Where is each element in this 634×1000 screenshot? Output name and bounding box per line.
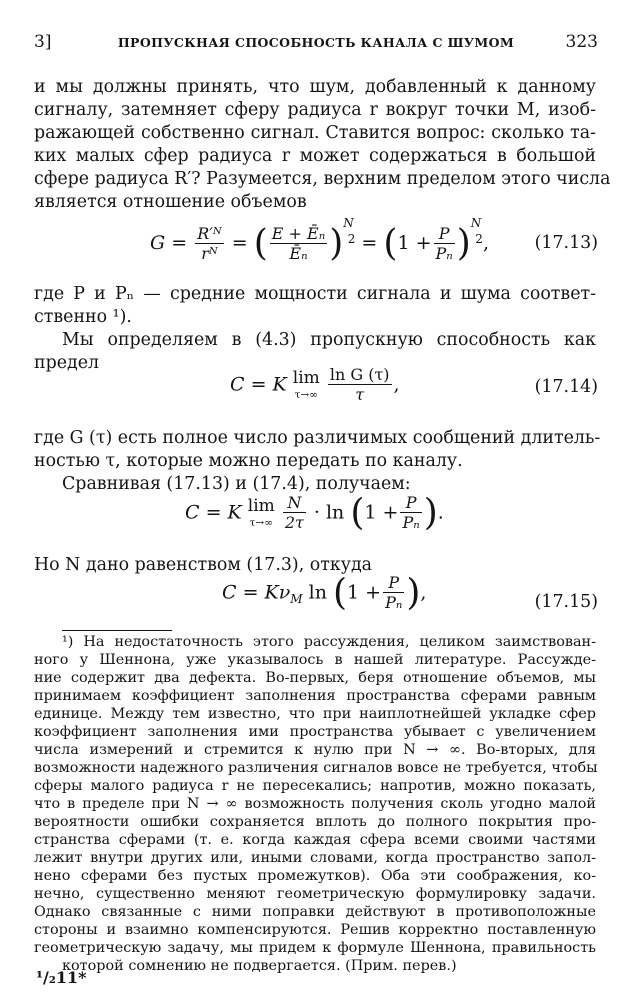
footnote-line: которой сомнению не подвергается. (Прим. перев.) — [62, 958, 457, 974]
exponent: N — [470, 216, 482, 230]
running-title: ПРОПУСКНАЯ СПОСОБНОСТЬ КАНАЛА С ШУМОМ — [117, 35, 515, 50]
footnote-line: единице. Между тем известно, что при наиплотнейшей укладке сфер — [34, 706, 596, 722]
page-number: 323 — [565, 32, 598, 52]
body-line: сигналу, затемняет сферу радиуса r вокруг точки M, изоб- — [34, 100, 596, 120]
fraction: $\frac{\text{ln G (τ)}}{\tau}$ — [329, 365, 390, 405]
footnote-line: ного у Шеннона, уже указывалось в нашей литературе. Рассужде- — [34, 652, 596, 668]
equation-number: (17.14) — [534, 377, 598, 397]
body-line: Мы определяем в (4.3) пропускную способность как — [62, 330, 596, 350]
equation-17-13: G = $\frac{\text{R′ᴺ}}{\text{rᴺ}}$ = ( $\frac{\text{E + Ēₙ}}{\text{Ēₙ}}$ )$^{N2}$ = (1 + $\frac{P}{\text{Pₙ}}$ )$^{N2}$, — [150, 216, 489, 264]
footnote-line: Однако связанные с ними поправки действуют в противоположные — [34, 904, 596, 920]
body-line: сфере радиуса R′? Разумеется, верхним пределом этого числа — [34, 169, 611, 189]
footnote-line: коэффициент заполнения ими пространства убывает с увеличением — [34, 724, 596, 740]
body-line: ственно ¹). — [34, 307, 132, 327]
equation-17-15: $C = K\nu_M$ ln (1 + $\frac{P}{\text{Pₙ}}$ ), — [222, 572, 427, 614]
body-line: является отношение объемов — [34, 192, 307, 212]
footnote-line: ние содержит два дефекта. Во-первых, беря отношение объемов, мы — [34, 670, 596, 686]
limit-operator: lim τ→∞ — [292, 368, 320, 402]
fraction: $\frac{P}{\text{Pₙ}}$ — [385, 573, 403, 613]
footnote-line: что в пределе при N → ∞ возможность получения сколь угодно малой — [34, 796, 596, 812]
footnote-line: стороны и взаимно компенсируются. Решив корректно поставленную — [34, 922, 596, 938]
exponent: N — [343, 216, 354, 230]
body-line: и мы должны принять, что шум, добавленный к данному — [34, 77, 596, 97]
section-marker: 3] — [34, 32, 52, 52]
body-line: где P и Pₙ — средние мощности сигнала и шума соответ- — [34, 284, 596, 304]
footnote-line: возможности надежного различения сигналов вовсе не требуется, чтобы — [34, 760, 598, 776]
fraction: $\frac{P}{\text{Pₙ}}$ — [435, 223, 453, 264]
equation-number: (17.13) — [534, 233, 598, 253]
fraction: $\frac{P}{\text{Pₙ}}$ — [402, 493, 420, 533]
body-line: Сравнивая (17.13) и (17.4), получаем: — [62, 474, 411, 494]
footnote-line: лежит внутри других или, иными словами, когда пространство запол- — [34, 850, 596, 866]
footnote-line: принимаем коэффициент заполнения пространства сферами равным — [34, 688, 596, 704]
footnote-line: нечно, существенно меняют геометрическую формулировку задачи. — [34, 886, 596, 902]
footnote-divider — [62, 630, 172, 631]
footnote-line: нено сферами без пустых промежутков). Оба эти соображения, ко- — [34, 868, 596, 884]
footnote-line: числа измерений и стремится к нулю при N → ∞. Во-вторых, для — [34, 742, 596, 758]
body-line: ких малых сфер радиуса r может содержаться в большой — [34, 146, 596, 166]
limit-operator: lim τ→∞ — [247, 496, 275, 530]
body-line: предел — [34, 353, 100, 373]
footnote-line: вероятности ошибки сохраняется вплоть до полного покрытия про- — [34, 814, 596, 830]
equation-17-14: C = K lim τ→∞ $\frac{\text{ln G (τ)}}{\tau}$ , — [230, 365, 400, 405]
footnote-line: ¹) На недостаточность этого рассуждения, целиком заимствован- — [62, 634, 596, 650]
fraction: $\frac{N}{2\tau}$ — [284, 493, 304, 533]
printer-signature: ¹/₂11* — [36, 968, 87, 987]
body-line: Но N дано равенством (17.3), откуда — [34, 555, 373, 575]
body-line: где G (τ) есть полное число различимых сообщений длитель- — [34, 428, 601, 448]
equation-number: (17.15) — [534, 592, 598, 612]
footnote-line: геометрическую задачу, мы придем к формуле Шеннона, правильность — [34, 940, 596, 956]
footnote-line: странства сферами (т. е. когда каждая сфера всеми своими частями — [34, 832, 596, 848]
running-header — [34, 32, 598, 56]
fraction: $\frac{\text{E + Ēₙ}}{\text{Ēₙ}}$ — [271, 223, 326, 264]
body-line: ностью τ, которые можно передать по каналу. — [34, 451, 463, 471]
body-line: ражающей собственно сигнал. Ставится вопрос: сколько та- — [34, 123, 596, 143]
footnote-line: сферы малого радиуса r не пересекались; напротив, можно показать, — [34, 778, 596, 794]
fraction: $\frac{\text{R′ᴺ}}{\text{rᴺ}}$ — [197, 223, 222, 264]
equation-unnumbered: C = K lim τ→∞ $\frac{N}{2\tau}$ · ln (1 + $\frac{P}{\text{Pₙ}}$ ). — [185, 492, 444, 534]
